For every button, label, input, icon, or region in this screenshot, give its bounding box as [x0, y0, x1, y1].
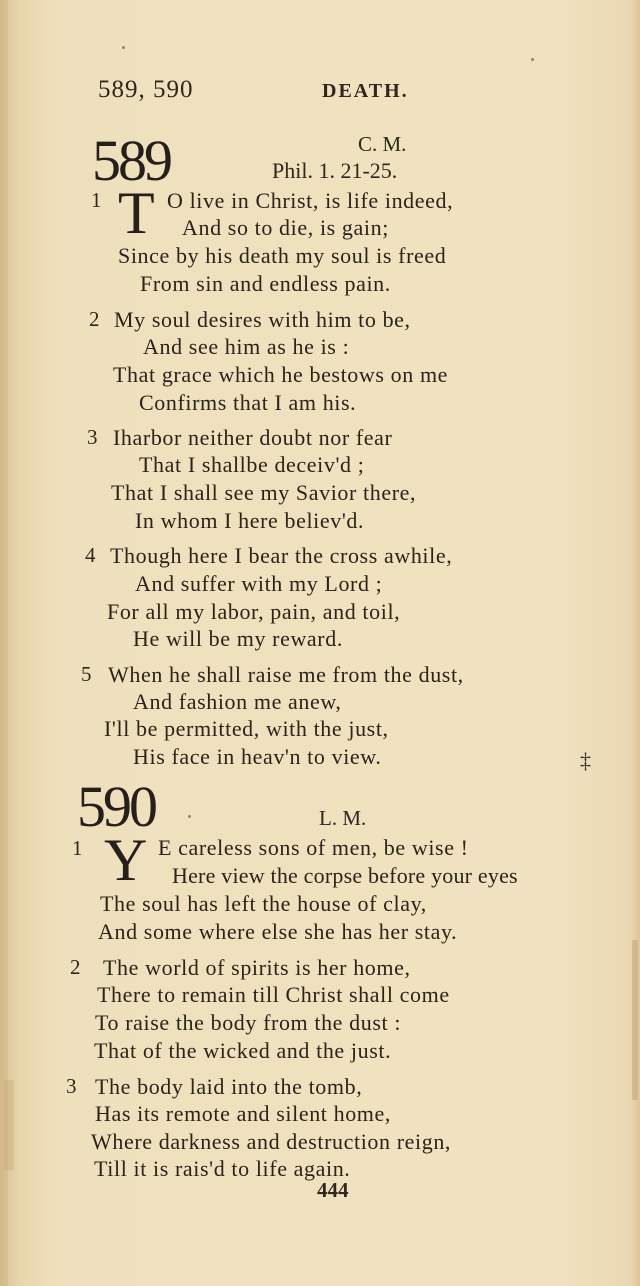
- header-section-title: DEATH.: [322, 80, 409, 102]
- hymn-line: When he shall raise me from the dust,: [108, 662, 464, 687]
- paper-speck: [531, 58, 534, 61]
- hymn-line: From sin and endless pain.: [140, 271, 391, 296]
- page-number: 444: [317, 1178, 349, 1202]
- verse-number: 1: [91, 188, 102, 212]
- hymn-line: That I shallbe deceiv'd ;: [139, 452, 365, 477]
- drop-cap-y: Y: [104, 827, 148, 893]
- verse-number: 1: [72, 836, 83, 860]
- hymn-line: O live in Christ, is life indeed,: [167, 188, 454, 213]
- page-edge-stain: [632, 940, 638, 1100]
- hymn-line: Since by his death my soul is freed: [118, 243, 447, 268]
- hymn-scripture-589: Phil. 1. 21-25.: [272, 158, 398, 183]
- page-edge-stain-left: [4, 1080, 14, 1170]
- paper-speck: [188, 815, 191, 818]
- paper-speck: [122, 46, 125, 49]
- hymn-line: The body laid into the tomb,: [95, 1074, 363, 1099]
- hymn-line: I'll be permitted, with the just,: [104, 716, 389, 741]
- hymn-line: The soul has left the house of clay,: [100, 891, 427, 916]
- verse-number: 2: [70, 955, 81, 979]
- drop-cap-t: T: [118, 180, 155, 246]
- header-hymn-numbers: 589, 590: [98, 76, 194, 103]
- hymn-line: To raise the body from the dust :: [95, 1010, 402, 1035]
- verse-number: 5: [81, 662, 92, 686]
- hymn-line: And suffer with my Lord ;: [135, 571, 383, 596]
- hymn-line: That grace which he bestows on me: [113, 362, 449, 387]
- verse-number: 3: [87, 425, 98, 449]
- hymn-line: Confirms that I am his.: [139, 390, 357, 415]
- hymn-line: That I shall see my Savior there,: [111, 480, 417, 505]
- hymn-line: My soul desires with him to be,: [114, 307, 411, 332]
- hymn-line: And see him as he is :: [143, 334, 350, 359]
- hymn-line: That of the wicked and the just.: [94, 1038, 392, 1063]
- hymn-number-589: 589: [92, 128, 170, 193]
- hymn-line: Till it is rais'd to life again.: [94, 1156, 351, 1181]
- hymn-line: The world of spirits is her home,: [103, 955, 411, 980]
- hymn-number-590: 590: [77, 774, 155, 839]
- hymn-meter-589: C. M.: [358, 132, 407, 156]
- verse-number: 2: [89, 307, 100, 331]
- hymn-line: Where darkness and destruction reign,: [91, 1129, 452, 1154]
- double-dagger-mark: ‡: [580, 748, 591, 773]
- hymn-line: In whom I here believ'd.: [135, 508, 365, 533]
- hymn-line: And so to die, is gain;: [182, 215, 389, 240]
- hymn-line: Has its remote and silent home,: [95, 1101, 391, 1126]
- hymn-line: And fashion me anew,: [133, 689, 342, 714]
- hymn-line: His face in heav'n to view.: [133, 744, 382, 769]
- hymn-line: Iharbor neither doubt nor fear: [113, 425, 393, 450]
- hymn-line: Here view the corpse before your eyes: [172, 863, 518, 888]
- hymn-line: For all my labor, pain, and toil,: [107, 599, 401, 624]
- hymn-line: Though here I bear the cross awhile,: [110, 543, 453, 568]
- verse-number: 4: [85, 543, 96, 567]
- hymn-meter-590: L. M.: [319, 806, 367, 830]
- verse-number: 3: [66, 1074, 77, 1098]
- hymn-line: And some where else she has her stay.: [98, 919, 458, 944]
- hymn-line: E careless sons of men, be wise !: [158, 835, 469, 860]
- hymn-line: There to remain till Christ shall come: [97, 982, 450, 1007]
- hymn-line: He will be my reward.: [133, 626, 343, 651]
